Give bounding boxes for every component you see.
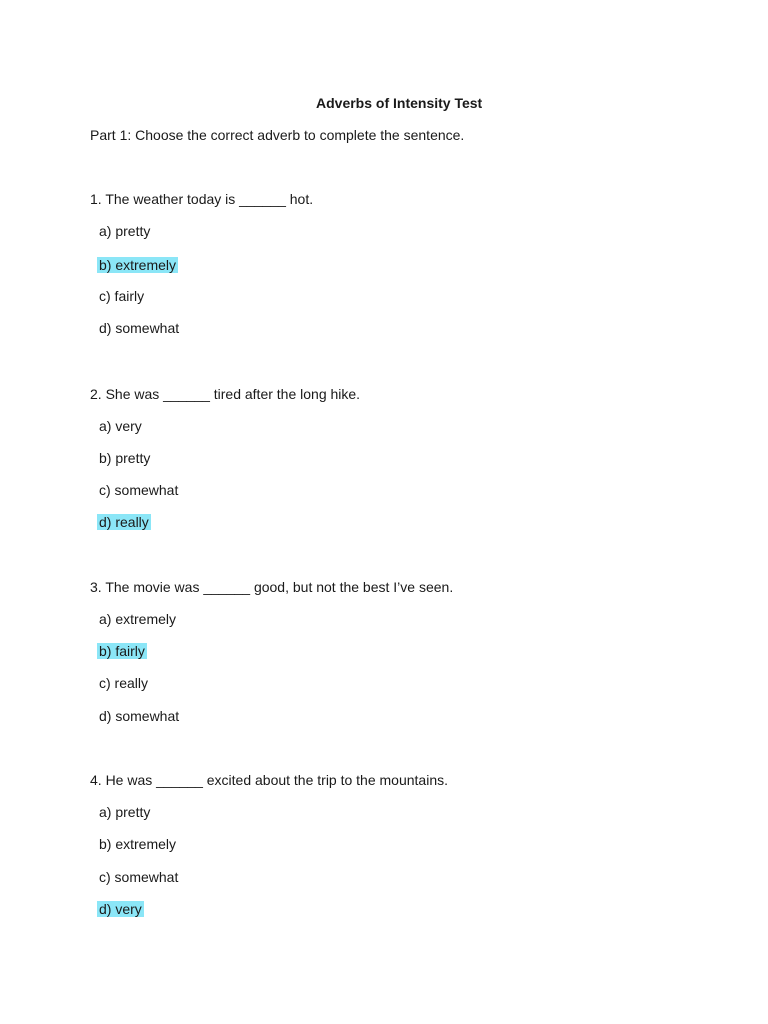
question-1-option-d: d) somewhat bbox=[99, 320, 180, 336]
question-4-prompt: 4. He was ______ excited about the trip to the mountains. bbox=[90, 772, 449, 788]
question-4-option-a: a) pretty bbox=[99, 804, 151, 820]
question-2-prompt: 2. She was ______ tired after the long hike. bbox=[90, 386, 361, 402]
question-4-option-b: b) extremely bbox=[99, 836, 177, 852]
question-3-option-b-highlighted: b) fairly bbox=[99, 643, 145, 659]
question-4-option-c: c) somewhat bbox=[99, 869, 179, 885]
question-1-option-b-highlighted: b) extremely bbox=[99, 257, 177, 273]
question-3-option-c: c) really bbox=[99, 675, 149, 691]
question-1-option-c: c) fairly bbox=[99, 288, 145, 304]
question-3-option-d: d) somewhat bbox=[99, 708, 180, 724]
page-title: Adverbs of Intensity Test bbox=[316, 95, 483, 111]
question-3-option-a: a) extremely bbox=[99, 611, 177, 627]
question-4-option-d-highlighted: d) very bbox=[99, 901, 142, 917]
question-2-option-c: c) somewhat bbox=[99, 482, 179, 498]
question-1-prompt: 1. The weather today is ______ hot. bbox=[90, 191, 314, 207]
question-3-prompt: 3. The movie was ______ good, but not the best I’ve seen. bbox=[90, 579, 454, 595]
question-1-option-a: a) pretty bbox=[99, 223, 151, 239]
question-2-option-b: b) pretty bbox=[99, 450, 151, 466]
question-2-option-a: a) very bbox=[99, 418, 142, 434]
instructions-text: Part 1: Choose the correct adverb to complete the sentence. bbox=[90, 127, 465, 143]
question-2-option-d-highlighted: d) really bbox=[99, 514, 149, 530]
